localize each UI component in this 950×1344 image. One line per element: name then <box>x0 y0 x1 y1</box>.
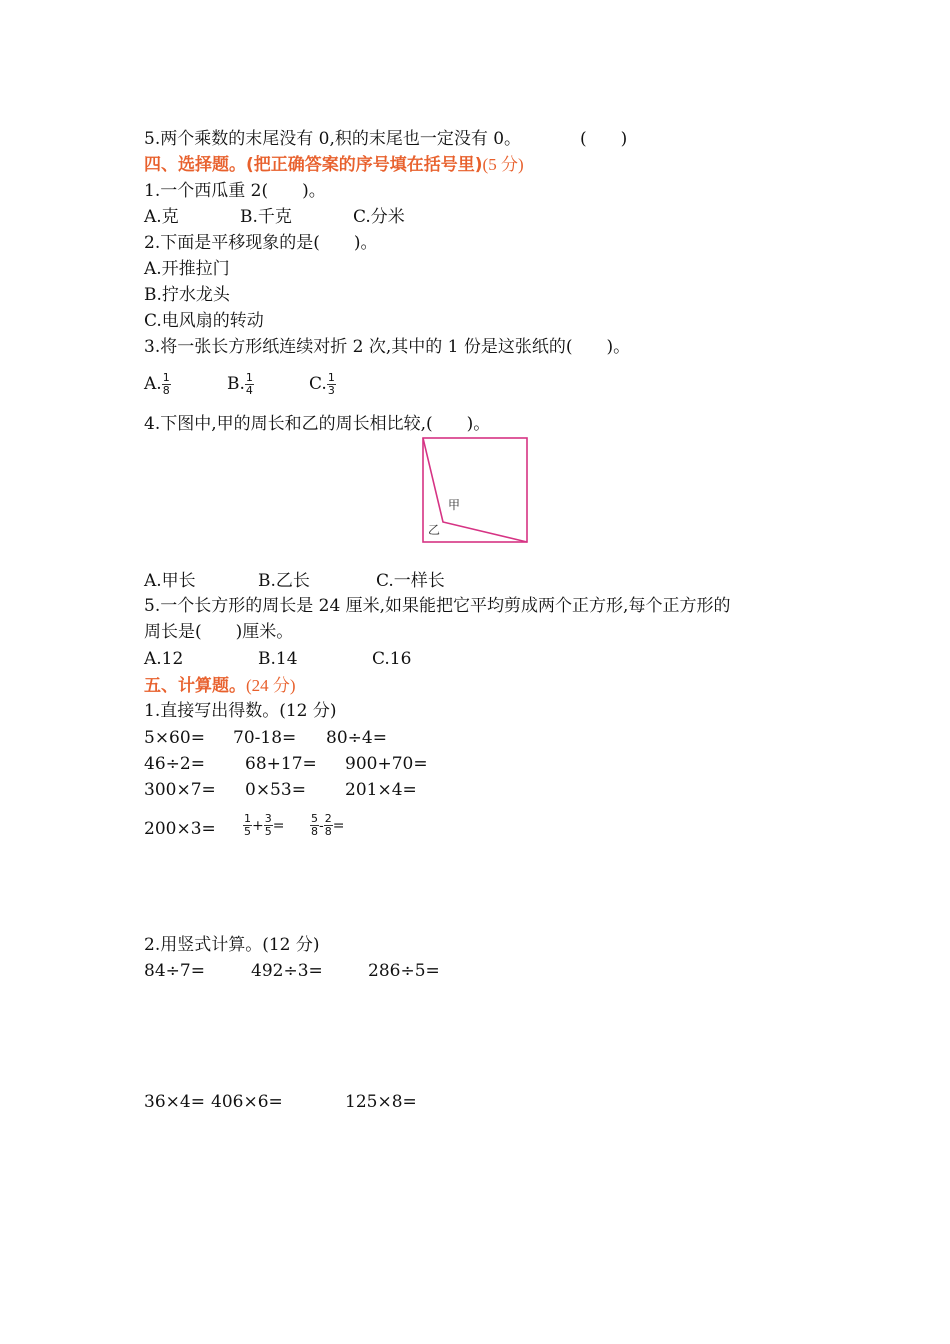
operator: - <box>319 818 324 834</box>
section-5-title: 五、计算题。 <box>144 676 246 696</box>
square-divided-figure <box>422 437 528 543</box>
fraction-denominator: 8 <box>162 384 170 397</box>
vertical-calc-item: 36×4= <box>144 1092 205 1112</box>
calc-item: 200×3= <box>144 819 216 839</box>
equals-sign: = <box>272 818 285 834</box>
choice-q1-stem: 1.一个西瓜重 2( )。 <box>144 181 326 201</box>
fraction-one-quarter <box>245 372 254 397</box>
vertical-calc-item: 125×8= <box>345 1092 417 1112</box>
vertical-calc-item: 492÷3= <box>251 961 323 981</box>
fraction-addition-item <box>243 813 284 838</box>
calc-part1-title: 1.直接写出得数。(12 分) <box>144 701 337 721</box>
judge-q5-answer-bracket[interactable]: ( ) <box>580 129 628 149</box>
fraction-numerator: 1 <box>245 371 253 384</box>
choice-q2-option-b[interactable]: B.拧水龙头 <box>144 285 230 305</box>
fraction-operand <box>324 813 333 838</box>
fraction-numerator: 2 <box>324 812 332 825</box>
choice-q5-option-b[interactable]: B.14 <box>258 649 298 669</box>
square-figure-svg <box>422 437 528 543</box>
calc-item: 68+17= <box>245 754 317 774</box>
vertical-calc-item: 286÷5= <box>368 961 440 981</box>
choice-q4-option-b[interactable]: B.乙长 <box>258 571 310 591</box>
calc-item: 300×7= <box>144 780 216 800</box>
choice-q3-option-b[interactable] <box>227 372 254 397</box>
choice-q1-option-a[interactable]: A.克 <box>144 207 179 227</box>
option-a-prefix: A. <box>144 374 162 394</box>
fraction-subtraction-item <box>310 813 344 838</box>
fraction-denominator: 5 <box>264 825 272 838</box>
choice-q5-option-c[interactable]: C.16 <box>372 649 412 669</box>
fraction-denominator: 8 <box>311 825 318 838</box>
choice-q5-stem-line1: 5.一个长方形的周长是 24 厘米,如果能把它平均剪成两个正方形,每个正方形的 <box>144 596 731 616</box>
choice-q4-stem: 4.下图中,甲的周长和乙的周长相比较,( )。 <box>144 414 491 434</box>
option-b-prefix: B. <box>227 374 245 394</box>
fraction-numerator: 1 <box>327 371 335 384</box>
fraction-numerator: 1 <box>244 812 251 825</box>
calc-item: 201×4= <box>345 780 417 800</box>
fraction-operand <box>264 813 273 838</box>
choice-q2-option-c[interactable]: C.电风扇的转动 <box>144 311 264 331</box>
section-4-heading <box>144 154 524 176</box>
judge-question-5 <box>144 128 521 150</box>
fraction-operand <box>310 813 319 838</box>
calc-item: 900+70= <box>345 754 428 774</box>
fraction-operand <box>243 813 252 838</box>
fraction-denominator: 3 <box>327 384 335 397</box>
calc-item: 70-18= <box>233 728 297 748</box>
option-c-prefix: C. <box>309 374 327 394</box>
choice-q3-stem: 3.将一张长方形纸连续对折 2 次,其中的 1 份是这张纸的( )。 <box>144 337 631 357</box>
choice-q4-option-a[interactable]: A.甲长 <box>144 571 196 591</box>
operator: + <box>252 818 264 834</box>
label-jia: 甲 <box>448 498 461 512</box>
fraction-denominator: 5 <box>244 825 251 838</box>
equals-sign: = <box>332 818 345 834</box>
choice-q4-option-c[interactable]: C.一样长 <box>376 571 445 591</box>
vertical-calc-item: 406×6= <box>211 1092 283 1112</box>
fraction-denominator: 4 <box>245 384 253 397</box>
fraction-one-third <box>327 372 336 397</box>
label-yi: 乙 <box>428 523 441 537</box>
choice-q2-stem: 2.下面是平移现象的是( )。 <box>144 233 378 253</box>
fraction-denominator: 8 <box>324 825 332 838</box>
calc-item: 5×60= <box>144 728 205 748</box>
fraction-numerator: 3 <box>264 812 272 825</box>
section-4-points: (5 分) <box>482 155 524 174</box>
section-4-title: 四、选择题。(把正确答案的序号填在括号里) <box>144 155 483 175</box>
choice-q5-stem-line2: 周长是( )厘米。 <box>144 622 294 642</box>
fraction-one-eighth <box>162 372 171 397</box>
calc-item: 0×53= <box>245 780 306 800</box>
judge-q5-stem: 5.两个乘数的末尾没有 0,积的末尾也一定没有 0。 <box>144 129 522 149</box>
choice-q1-option-b[interactable]: B.千克 <box>240 207 292 227</box>
choice-q1-option-c[interactable]: C.分米 <box>353 207 405 227</box>
calc-item: 46÷2= <box>144 754 205 774</box>
calc-item: 80÷4= <box>326 728 387 748</box>
vertical-calc-item: 84÷7= <box>144 961 205 981</box>
calc-part2-title: 2.用竖式计算。(12 分) <box>144 935 320 955</box>
fraction-numerator: 5 <box>311 812 318 825</box>
section-5-points: (24 分) <box>246 676 296 695</box>
fraction-numerator: 1 <box>162 371 170 384</box>
choice-q2-option-a[interactable]: A.开推拉门 <box>144 259 230 279</box>
choice-q5-option-a[interactable]: A.12 <box>144 649 184 669</box>
choice-q3-option-a[interactable] <box>144 372 171 397</box>
section-5-heading <box>144 675 296 697</box>
choice-q3-option-c[interactable] <box>309 372 336 397</box>
